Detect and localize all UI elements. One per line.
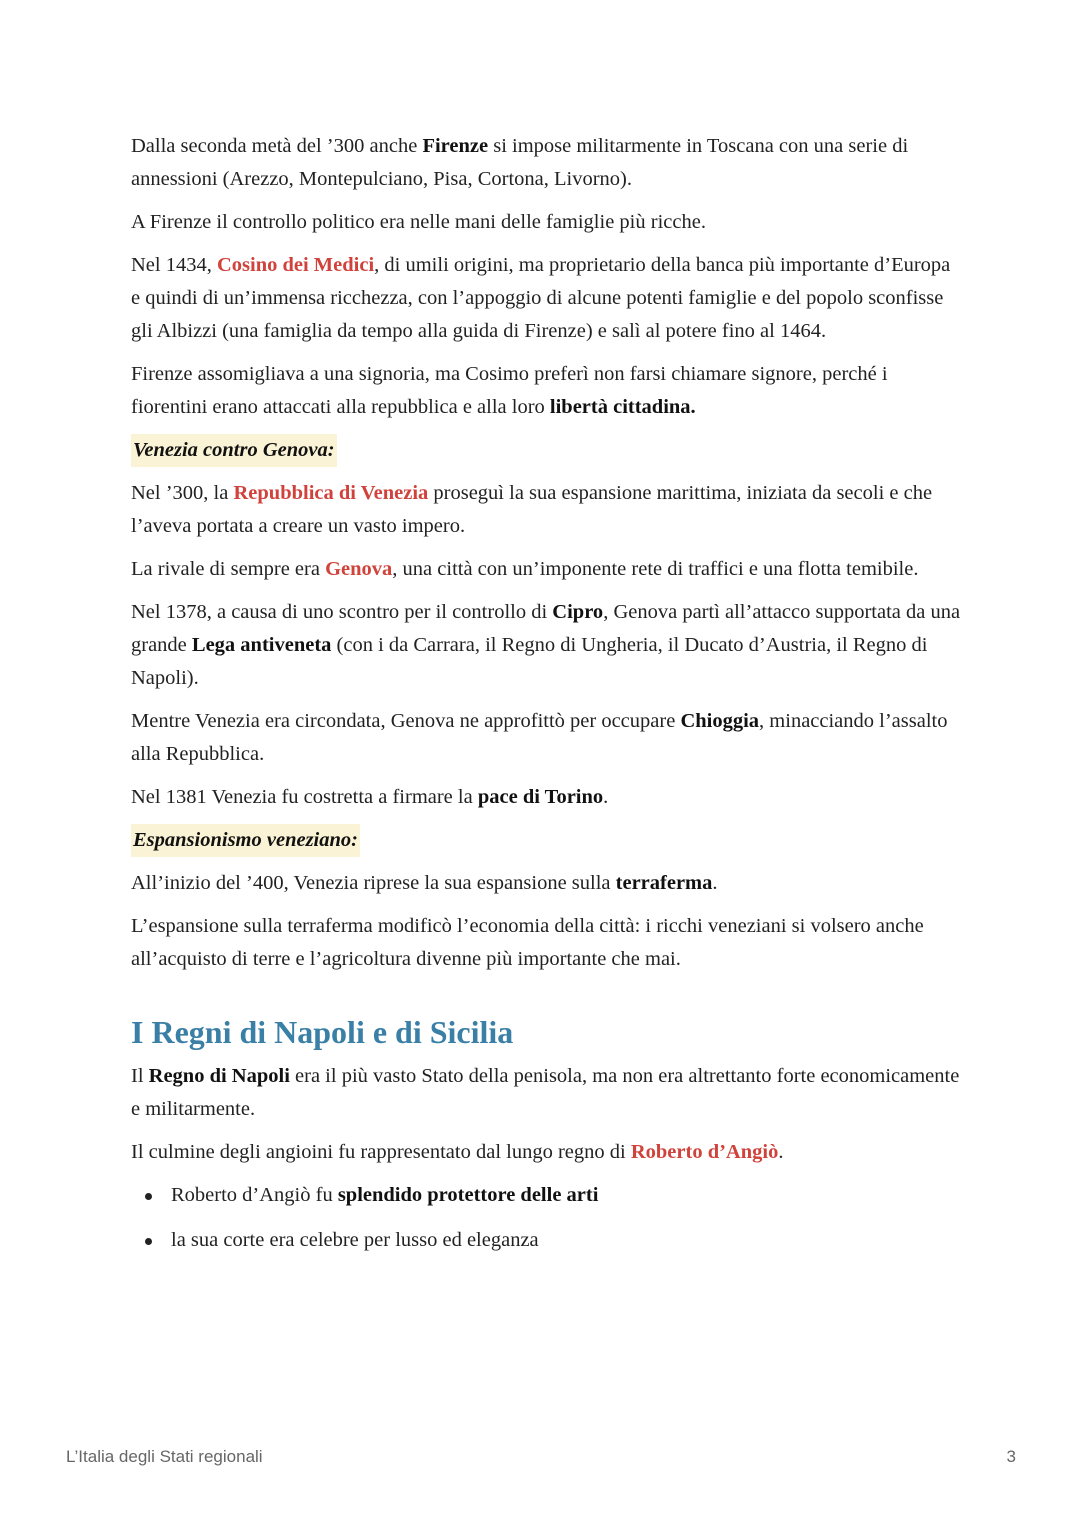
bullet-list: [131, 1179, 961, 1257]
paragraph: L’espansione sulla terraferma modificò l’economia della città: i ricchi veneziani si volsero anche all’acquisto di terre e l’agricoltura divenne più importante che mai.: [131, 915, 924, 970]
highlight-name: Cosino dei Medici: [216, 254, 375, 276]
paragraph: La rivale di sempre era Genova, una città con un’imponente rete di traffici e una flotta temibile.: [131, 558, 919, 580]
subheading: [131, 824, 961, 857]
bold-term: terraferma: [615, 872, 713, 894]
highlight-name: Genova: [325, 558, 393, 580]
subheading: [131, 434, 961, 467]
paragraph: Firenze assomigliava a una signoria, ma Cosimo preferì non farsi chiamare signore, perché i fiorentini erano attaccati alla repubblica e alla loro libertà cittadina.: [131, 363, 888, 418]
bold-term: pace di Torino: [477, 786, 604, 808]
document-body: [131, 130, 961, 1269]
paragraph: Nel ’300, la Repubblica di Venezia proseguì la sua espansione marittima, iniziata da secoli e che l’aveva portata a creare un vasto impero.: [131, 482, 933, 537]
bold-term: libertà cittadina.: [549, 396, 696, 418]
subheading-venezia-genova: Venezia contro Genova:: [131, 434, 337, 467]
section-heading: I Regni di Napoli e di Sicilia: [131, 1014, 514, 1050]
list-item: Roberto d’Angiò fu splendido protettore delle arti: [131, 1179, 961, 1212]
footer-title: L’Italia degli Stati regionali: [66, 1447, 263, 1466]
paragraph: All’inizio del ’400, Venezia riprese la sua espansione sulla terraferma.: [131, 872, 718, 894]
bold-term: Lega antiveneta: [191, 634, 332, 656]
paragraph: Nel 1434, Cosino dei Medici, di umili origini, ma proprietario della banca più importante d’Europa e quindi di un’immensa ricchezza, con l’appoggio di alcune potenti famiglie e del popolo sconfisse gli Albizzi (una famiglia da tempo alla guida di Firenze) e salì al potere fino al 1464.: [131, 254, 951, 342]
paragraph: Dalla seconda metà del ’300 anche Firenze si impose militarmente in Toscana con una serie di annessioni (Arezzo, Montepulciano, Pisa, Cortona, Livorno).: [131, 135, 909, 190]
paragraph: Il culmine degli angioini fu rappresentato dal lungo regno di Roberto d’Angiò.: [131, 1141, 784, 1163]
bold-term: splendido protettore delle arti: [337, 1184, 599, 1206]
bold-term: Cipro: [552, 601, 604, 623]
bold-term: Regno di Napoli: [148, 1065, 290, 1087]
paragraph: Mentre Venezia era circondata, Genova ne approfittò per occupare Chioggia, minacciando l’assalto alla Repubblica.: [131, 710, 948, 765]
page-number: 3: [1006, 1447, 1016, 1466]
subheading-espansionismo: Espansionismo veneziano:: [131, 824, 360, 857]
highlight-name: Roberto d’Angiò: [630, 1141, 779, 1163]
paragraph: Nel 1381 Venezia fu costretta a firmare la pace di Torino.: [131, 786, 609, 808]
highlight-name: Repubblica di Venezia: [233, 482, 429, 504]
paragraph: Il Regno di Napoli era il più vasto Stato della penisola, ma non era altrettanto forte economicamente e militarmente.: [131, 1065, 960, 1120]
paragraph: A Firenze il controllo politico era nelle mani delle famiglie più ricche.: [131, 211, 706, 233]
bold-term: Firenze: [422, 135, 489, 157]
paragraph: Nel 1378, a causa di uno scontro per il controllo di Cipro, Genova partì all’attacco supportata da una grande Lega antiveneta (con i da Carrara, il Regno di Ungheria, il Ducato d’Austria, il Regno di Napoli).: [131, 601, 961, 689]
bold-term: Chioggia: [680, 710, 760, 732]
list-item: la sua corte era celebre per lusso ed eleganza: [131, 1224, 961, 1257]
